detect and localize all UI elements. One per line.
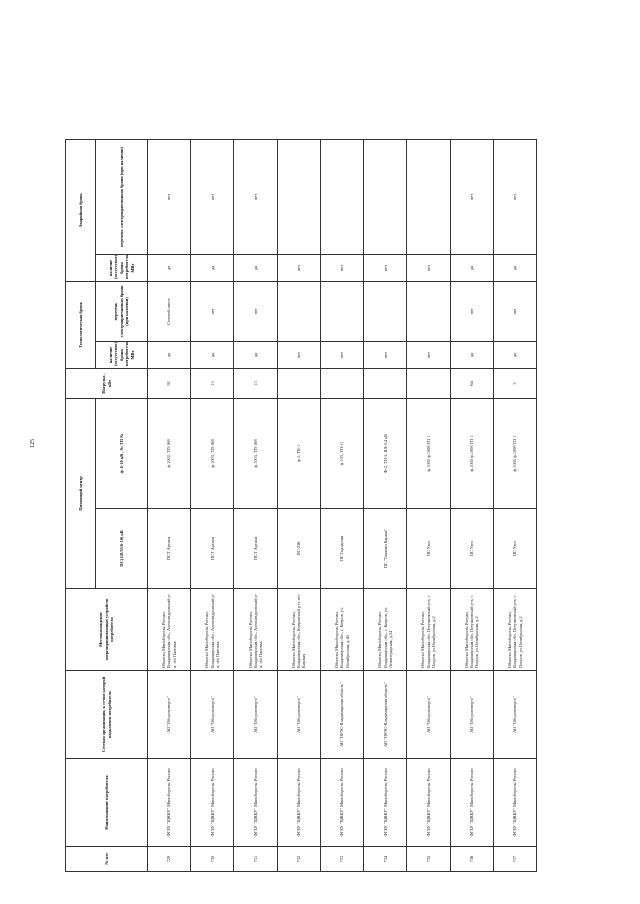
cell-load <box>277 368 320 398</box>
cell-ps: ПС-236 <box>277 509 320 589</box>
cell-grid-org: АО "Оборонэнерго" <box>148 671 191 759</box>
cell-num: 729 <box>148 847 191 872</box>
cell-location: Объекты Минобороны России, Владимирская обл., Ковровский р-н, п/о Киржач <box>277 589 320 671</box>
cell-ps: ПС Городская <box>320 509 363 589</box>
header-name: Наименование потребителя <box>66 759 148 847</box>
cell-tech-armor-value: нет <box>364 341 407 368</box>
table-row <box>364 139 407 871</box>
cell-emerg-armor-list <box>364 139 407 254</box>
cell-tech-armor-value: да <box>191 341 234 368</box>
cell-name: ФГБУ "ЦЖКУ" Минобороны России <box>148 759 191 847</box>
header-supply-center: Питающий центр <box>66 398 96 588</box>
cell-emerg-armor-value: да <box>234 254 277 281</box>
cell-tech-armor-list: Сетевой насос <box>148 281 191 341</box>
cell-num: 731 <box>234 847 277 872</box>
cell-name: ФГБУ "ЦЖКУ" Минобороны России <box>320 759 363 847</box>
cell-tech-armor-list <box>407 281 450 341</box>
cell-emerg-armor-list <box>277 139 320 254</box>
cell-emerg-armor-value: да <box>191 254 234 281</box>
cell-tech-armor-list: нет <box>234 281 277 341</box>
cell-emerg-armor-value: да <box>148 254 191 281</box>
cell-name: ФГБУ "ЦЖКУ" Минобороны России <box>450 759 493 847</box>
cell-grid-org: АО "Оборонэнерго" <box>191 671 234 759</box>
cell-load <box>320 368 363 398</box>
cell-num: 735 <box>407 847 450 872</box>
cell-tech-armor-value: да <box>450 341 493 368</box>
cell-feeder: Ф-2, ТП-3, ВЛ-0,4 кВ <box>364 398 407 508</box>
cell-feeder: ф.1003, ТП-168 <box>234 398 277 508</box>
cell-tech-armor-value: да <box>148 341 191 368</box>
table-row <box>277 139 320 871</box>
cell-name: ФГБУ "ЦЖКУ" Минобороны России <box>364 759 407 847</box>
cell-tech-armor-list <box>320 281 363 341</box>
cell-feeder: ф.1005 ф.1008 ТП 1 <box>450 398 493 508</box>
cell-location: Объекты Минобороны России, Владимирская обл., Александровский р-н, п/о Пановка <box>148 589 191 671</box>
cell-load: 92 <box>148 368 191 398</box>
cell-tech-armor-value: да <box>234 341 277 368</box>
page-number: 125 <box>30 439 36 448</box>
cell-name: ФГБУ "ЦЖКУ" Минобороны России <box>191 759 234 847</box>
cell-ps: ПС Узел <box>407 509 450 589</box>
cell-name: ФГБУ "ЦЖКУ" Минобороны России <box>407 759 450 847</box>
cell-feeder: ф.1005 ф.1008 ТП 1 <box>407 398 450 508</box>
cell-num: 730 <box>191 847 234 872</box>
cell-ps: ПСТ Арсаки <box>191 509 234 589</box>
cell-ps: ПС Узел <box>493 509 536 589</box>
cell-emerg-armor-list: нет <box>493 139 536 254</box>
header-location: Местонахождение энергопринимающих устройств потребителя <box>66 589 148 671</box>
cell-emerg-armor-list <box>320 139 363 254</box>
cell-num: 734 <box>364 847 407 872</box>
header-load: Нагрузка , кВт <box>66 368 148 398</box>
cell-ps: ПС "Тапапан Карака" <box>364 509 407 589</box>
cell-tech-armor-list: нет <box>191 281 234 341</box>
header-emerg-armor-value: наличие (отсутствие) брони потребителя МВт <box>96 254 148 281</box>
cell-num: 733 <box>320 847 363 872</box>
cell-tech-armor-value: нет <box>407 341 450 368</box>
header-emerg-armor: Аварийная бронь <box>66 139 96 281</box>
cell-tech-armor-list: нет <box>493 281 536 341</box>
table-row <box>407 139 450 871</box>
cell-location: Объекты Минобороны России, Владимирская обл. Петушинский р-н, г. Покров, ул.Октябрьская, д.2 <box>407 589 450 671</box>
cell-ps: ПС Узел <box>450 509 493 589</box>
cell-grid-org: АО "Оборонэнерго" <box>493 671 536 759</box>
cell-location: Объекты Минобороны России, Владимирская обл. Петушинский р-н, г. Покров, ул.Октябрьская, д.2 <box>493 589 536 671</box>
cell-emerg-armor-list: нет <box>234 139 277 254</box>
cell-name: ФГБУ "ЦЖКУ" Минобороны России <box>493 759 536 847</box>
cell-num: 736 <box>450 847 493 872</box>
header-tech-armor-value: наличие (отсутствие) брони потребителя МВт <box>96 341 148 368</box>
header-ps: ПС(110/35/6-10) кВ <box>96 509 148 589</box>
table-body <box>148 139 537 871</box>
cell-name: ФГБУ "ЦЖКУ" Минобороны России <box>234 759 277 847</box>
consumers-table <box>65 139 537 872</box>
cell-emerg-armor-value: да <box>493 254 536 281</box>
cell-emerg-armor-value: нет <box>364 254 407 281</box>
cell-emerg-armor-list: нет <box>148 139 191 254</box>
header-num: № п/п <box>66 847 148 872</box>
cell-grid-org: АО "Оборонэнерго" <box>277 671 320 759</box>
table-row <box>148 139 191 871</box>
header-emerg-armor-list: перечень электроприемников брони (при наличии) <box>96 139 148 254</box>
cell-grid-org: АО "ОРЭС-Владимирская область" <box>364 671 407 759</box>
cell-feeder: ф.1003, ТП-168 <box>191 398 234 508</box>
cell-emerg-armor-list: нет <box>191 139 234 254</box>
rotated-table-wrapper <box>65 140 537 872</box>
cell-emerg-armor-value: нет <box>407 254 450 281</box>
cell-num: 737 <box>493 847 536 872</box>
cell-emerg-armor-value: нет <box>277 254 320 281</box>
cell-tech-armor-value: нет <box>277 341 320 368</box>
cell-load: 13 <box>191 368 234 398</box>
cell-load <box>407 368 450 398</box>
cell-emerg-armor-list <box>407 139 450 254</box>
cell-ps: ПСТ Арсаки <box>234 509 277 589</box>
cell-feeder: ф.3, ТП-1 <box>277 398 320 508</box>
cell-ps: ПСТ Арсаки <box>148 509 191 589</box>
cell-grid-org: АО "Оборонэнерго" <box>450 671 493 759</box>
header-tech-armor-list: перечень электроприемников брони (при наличии) <box>96 281 148 341</box>
cell-emerg-armor-value: нет <box>320 254 363 281</box>
cell-load <box>364 368 407 398</box>
cell-tech-armor-value: да <box>493 341 536 368</box>
cell-grid-org: АО "ОРЭС-Владимирская область" <box>320 671 363 759</box>
table-row <box>450 139 493 871</box>
table-row <box>234 139 277 871</box>
cell-location: Объекты Минобороны России, Владимирская обл., г. Ковров, ул. Октябрьская, д.40 <box>320 589 363 671</box>
cell-load: 64 <box>450 368 493 398</box>
cell-location: Объекты Минобороны России, Владимирская обл. Петушинский р-н, г. Покров, ул.Октябрьская, д.2 <box>450 589 493 671</box>
cell-feeder: ф.103, ТП-11 <box>320 398 363 508</box>
cell-grid-org: АО "Оборонэнерго" <box>234 671 277 759</box>
cell-emerg-armor-value: да <box>450 254 493 281</box>
cell-feeder: ф.1005 ф.1008 ТП 1 <box>493 398 536 508</box>
cell-tech-armor-list: нет <box>450 281 493 341</box>
cell-load: 13 <box>234 368 277 398</box>
cell-location: Объекты Минобороны России, Владимирская обл., Александровский р-н, п/о Пановка <box>191 589 234 671</box>
header-grid-org: Сетевая организация, к сетям которой подключен потребитель <box>66 671 148 759</box>
cell-tech-armor-value: нет <box>320 341 363 368</box>
header-feeder: ф. 6-10 кВ , № ТП № <box>96 398 148 508</box>
cell-num: 732 <box>277 847 320 872</box>
cell-load: 3 <box>493 368 536 398</box>
table-row <box>320 139 363 871</box>
table-row <box>191 139 234 871</box>
header-tech-armor: Технологическая бронь <box>66 281 96 368</box>
cell-emerg-armor-list: нет <box>450 139 493 254</box>
cell-feeder: ф.1002, ТП-168 <box>148 398 191 508</box>
table-row <box>493 139 536 871</box>
cell-tech-armor-list <box>277 281 320 341</box>
cell-tech-armor-list <box>364 281 407 341</box>
cell-grid-org: АО "Оборонэнерго" <box>407 671 450 759</box>
cell-location: Объекты Минобороны России, Владимирская обл., Александровский р-н, п/о Пановка <box>234 589 277 671</box>
cell-location: Объекты Минобороны России, Владимирская обл., г. Ковров, ул. Ленинградская, д.34 <box>364 589 407 671</box>
cell-name: ФГБУ "ЦЖКУ" Минобороны России <box>277 759 320 847</box>
